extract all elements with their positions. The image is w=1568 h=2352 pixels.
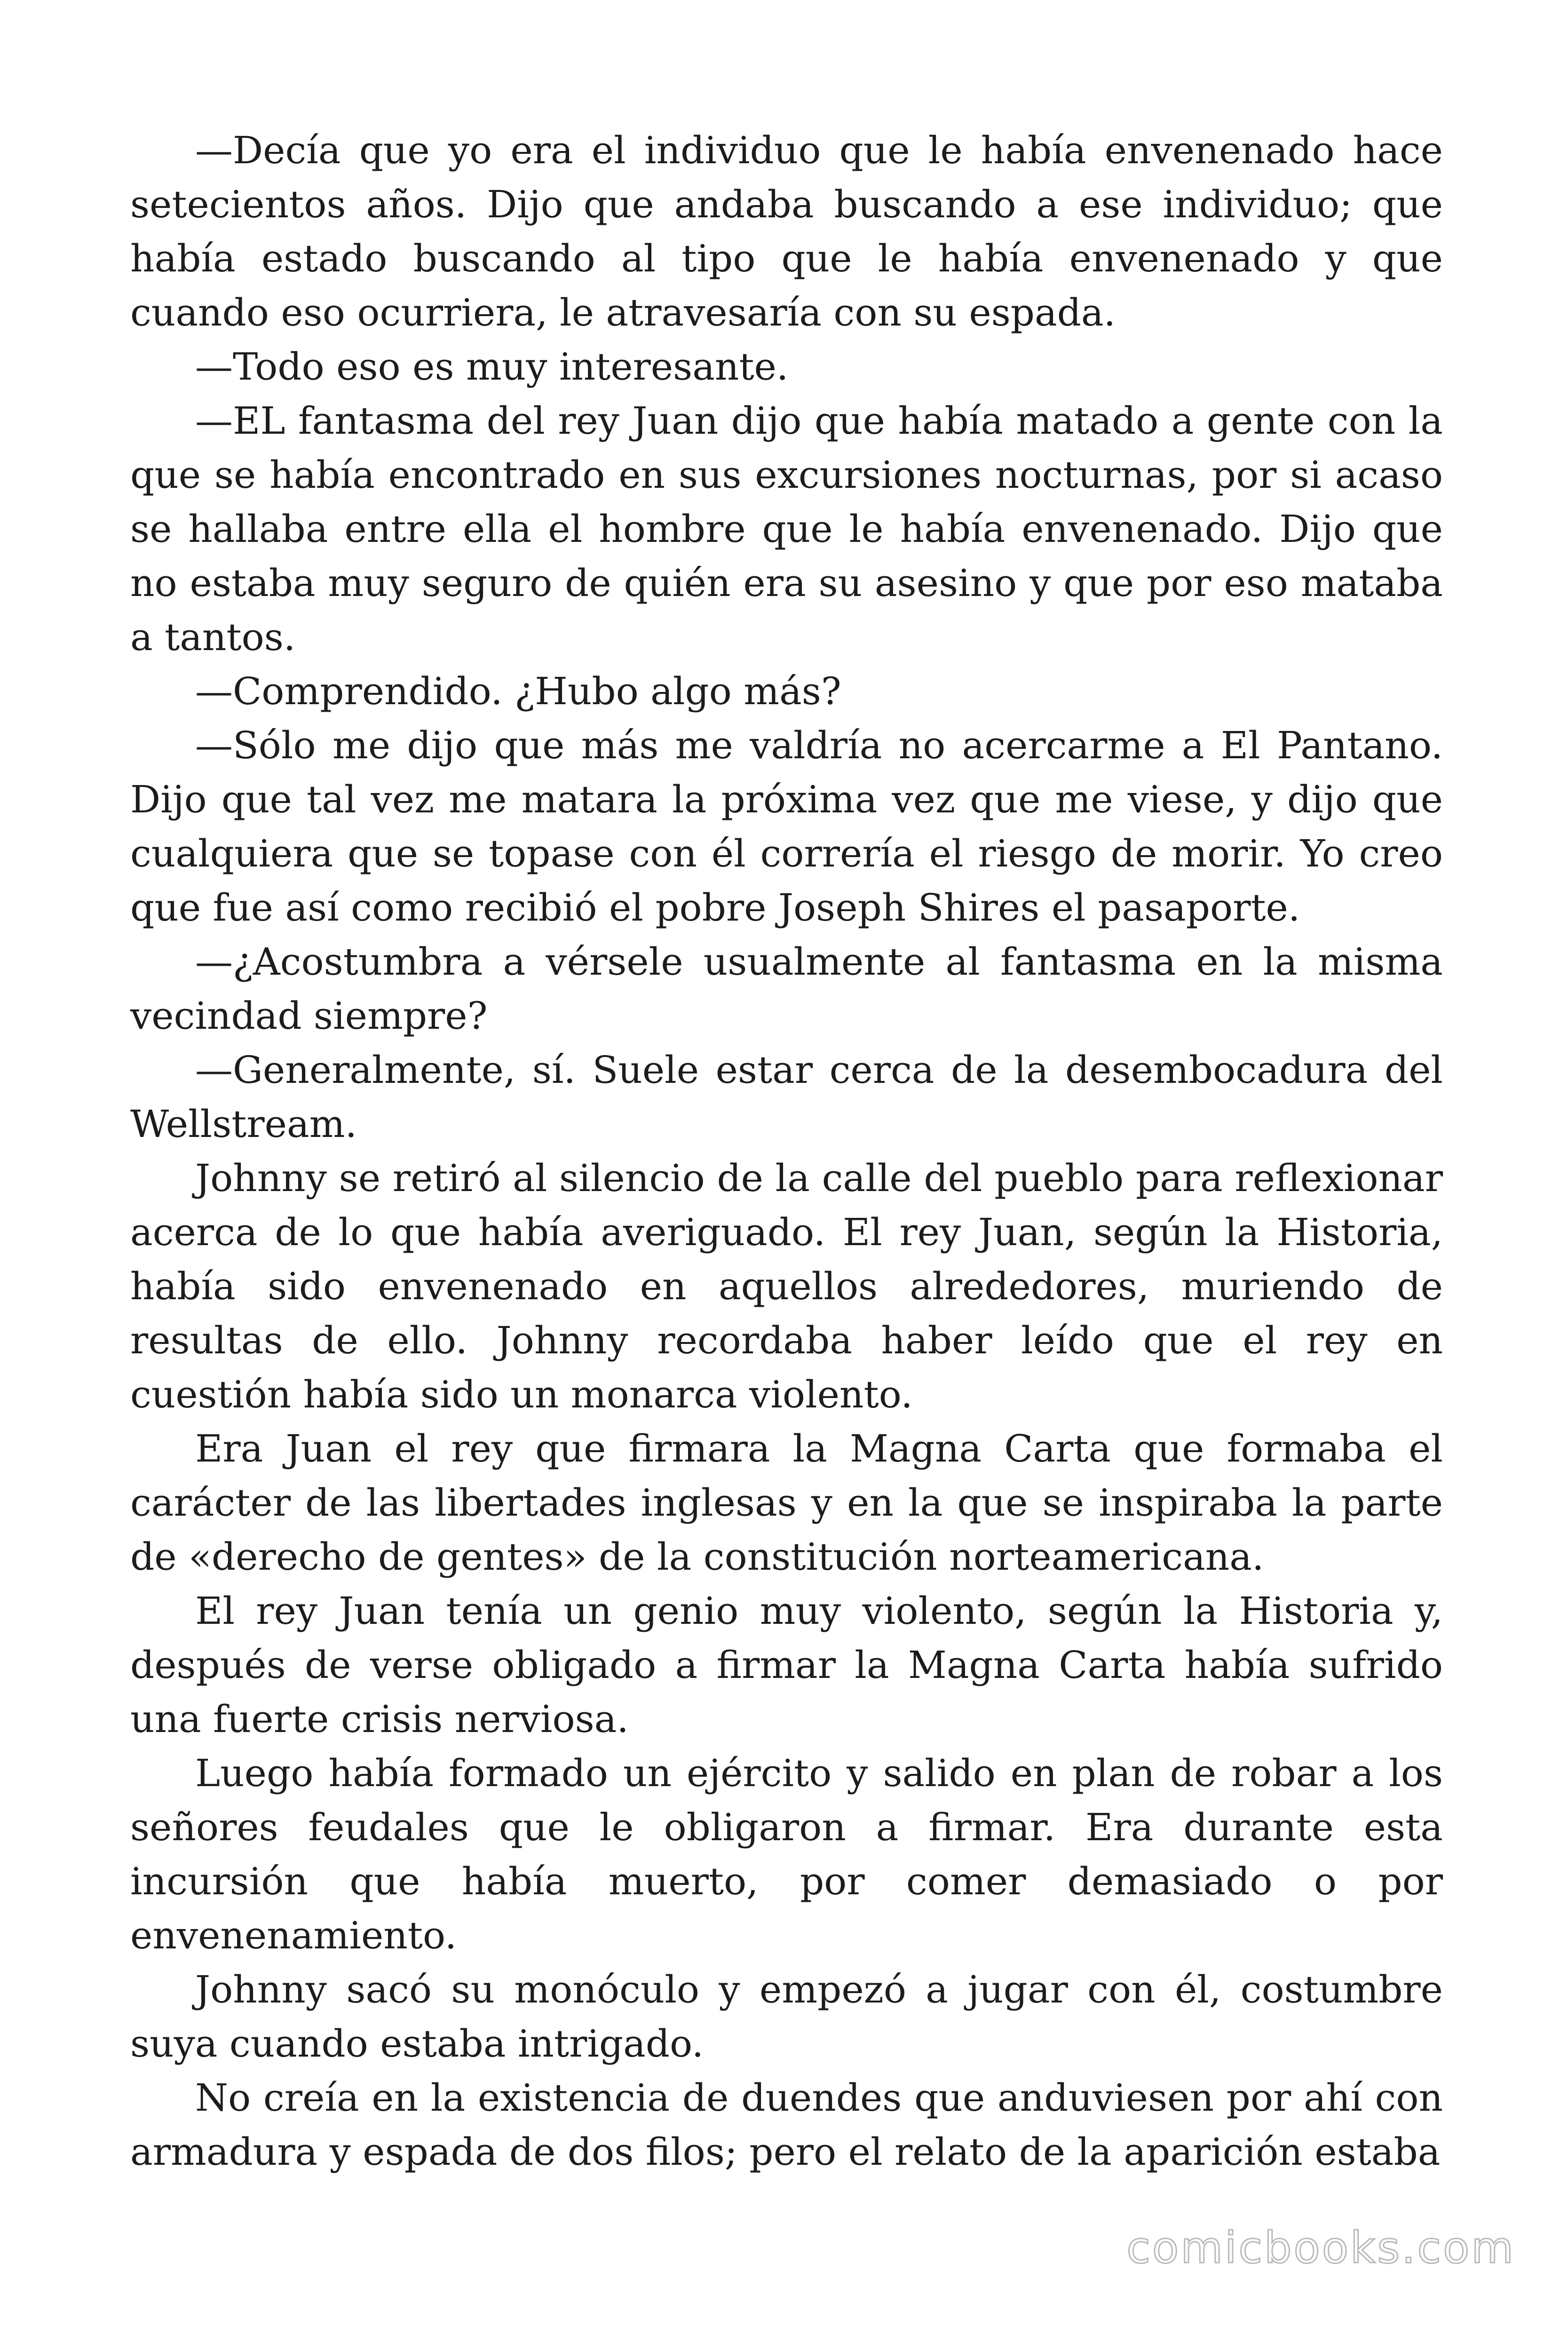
paragraph: No creía en la existencia de duendes que anduviesen por ahí con armadura y espada de dos filos; pero el relato de la aparición estaba [130,2076,1443,2174]
paragraph: —EL fantasma del rey Juan dijo que había matado a gente con la que se había encontrado en sus excursiones nocturnas, por si acaso se hallaba entre ella el hombre que le había envenenado. Dijo que no estaba muy seguro de quién era su asesino y que por eso mataba a tantos. [130,399,1443,659]
paragraph: Luego había formado un ejército y salido en plan de robar a los señores feudales que le obligaron a firmar. Era durante esta incursión que había muerto, por comer demasiado o por envenenamiento. [130,1751,1443,1957]
paragraph: —¿Acostumbra a vérsele usualmente al fantasma en la misma vecindad siempre? [130,940,1443,1038]
paragraph: El rey Juan tenía un genio muy violento, según la Historia y, después de verse obligado a firmar la Magna Carta había sufrido una fuerte crisis nerviosa. [130,1589,1443,1741]
paragraph: —Todo eso es muy interesante. [195,345,789,389]
paragraph: Era Juan el rey que firmara la Magna Carta que formaba el carácter de las libertades inglesas y en la que se inspiraba la parte de «derecho de gentes» de la constitución norteamericana. [130,1427,1443,1579]
paragraph: —Decía que yo era el individuo que le había envenenado hace setecientos años. Dijo que andaba buscando a ese individuo; que había estado buscando al tipo que le había envenenado y que cuando eso ocurriera, le atravesaría con su espada. [130,128,1443,334]
paragraph: Johnny sacó su monóculo y empezó a jugar con él, costumbre suya cuando estaba intrigado. [130,1968,1443,2066]
paragraph: Johnny se retiró al silencio de la calle del pueblo para reflexionar acerca de lo que había averiguado. El rey Juan, según la Historia, había sido envenenado en aquellos alrededores, muriendo de resultas de ello. Johnny recordaba haber leído que el rey en cuestión había sido un monarca violento. [130,1156,1443,1416]
watermark: comicbooks.com [1126,2223,1515,2273]
paragraph: —Generalmente, sí. Suele estar cerca de la desembocadura del Wellstream. [130,1048,1443,1146]
paragraph: —Sólo me dijo que más me valdría no acercarme a El Pantano. Dijo que tal vez me matara la próxima vez que me viese, y dijo que cualquiera que se topase con él correría el riesgo de morir. Yo creo que fue así como recibió el pobre Joseph Shires el pasaporte. [130,723,1443,930]
page-body [130,123,1443,2179]
paragraph: —Comprendido. ¿Hubo algo más? [195,669,841,713]
